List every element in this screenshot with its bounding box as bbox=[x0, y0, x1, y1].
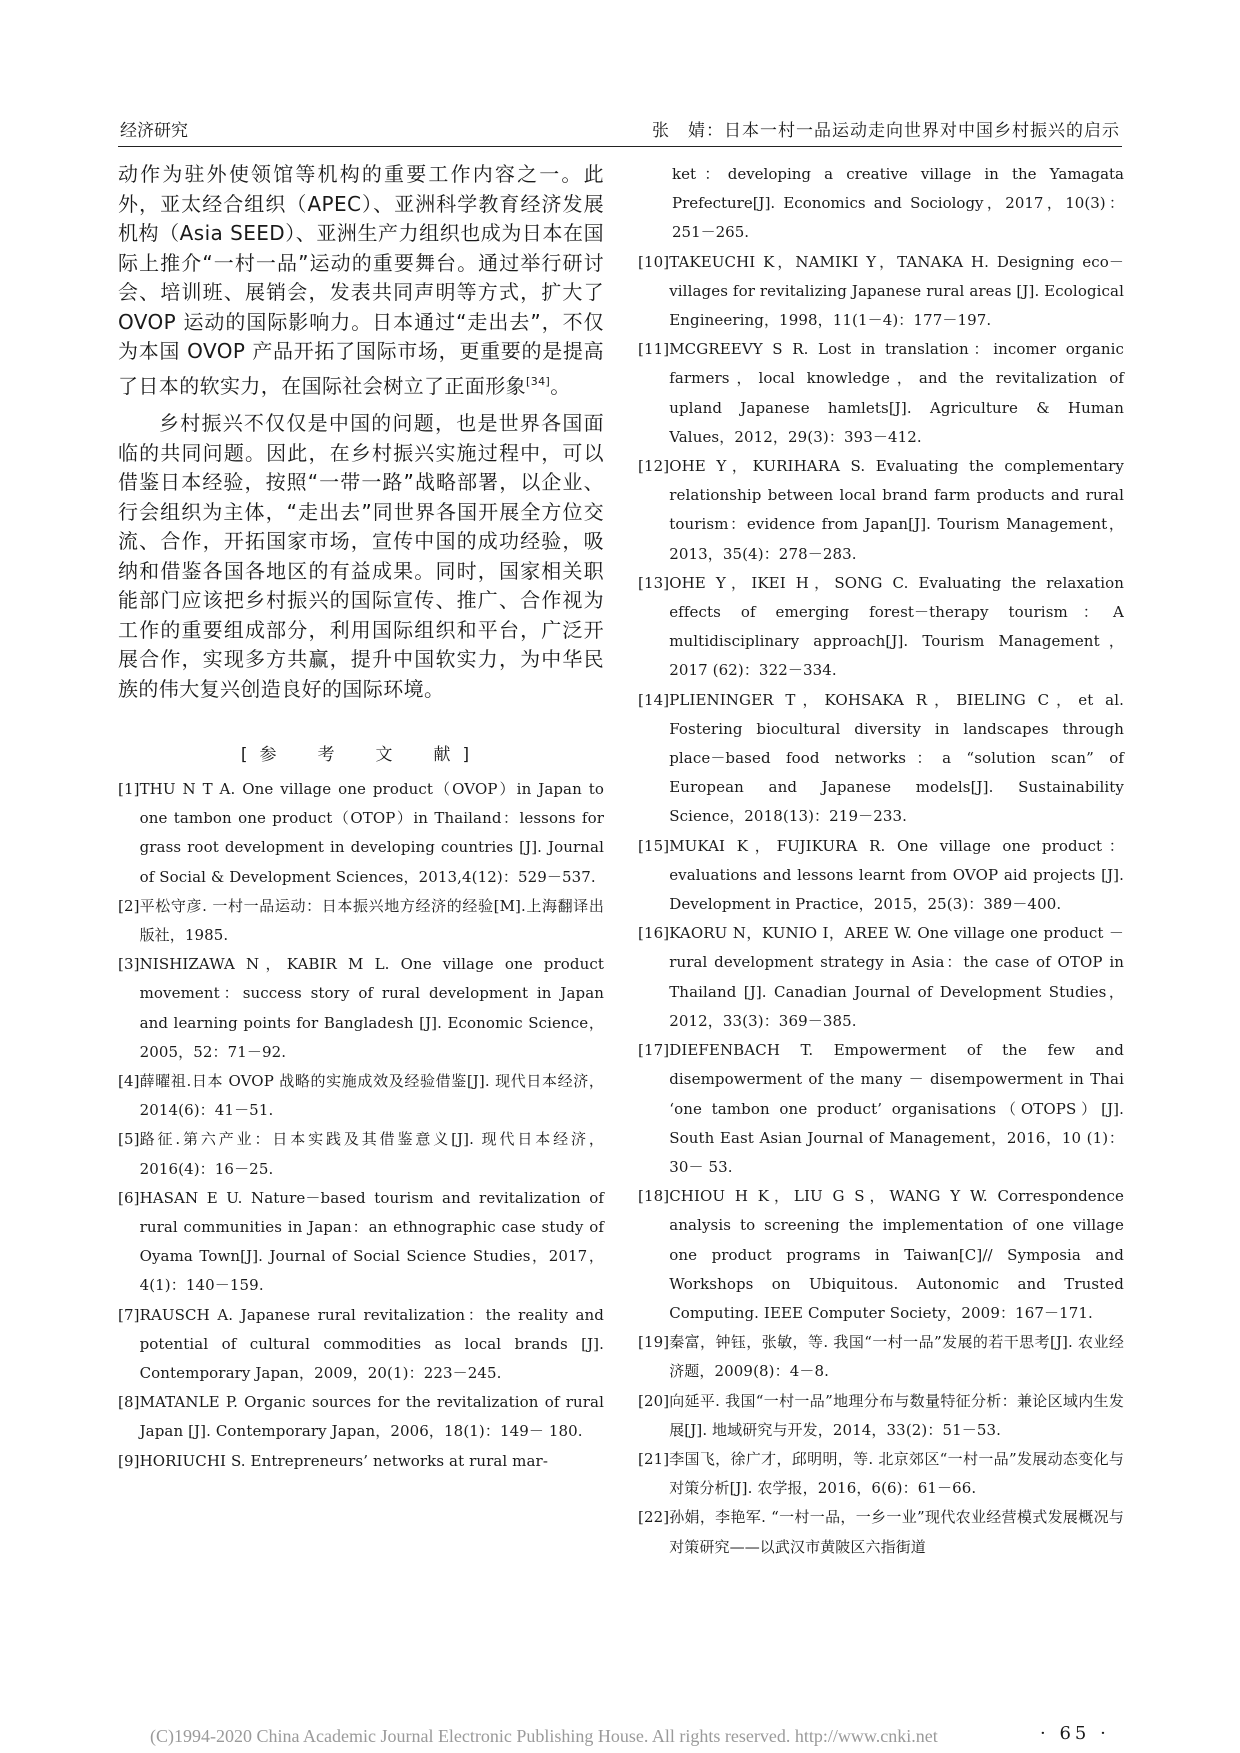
reference-item bbox=[118, 775, 604, 892]
reference-item bbox=[638, 569, 1124, 686]
body-paragraph-1: 动作为驻外使领馆等机构的重要工作内容之一。此外，亚太经合组织（APEC）、亚洲科学教育经济发展机构（Asia SEED）、亚洲生产力组织也成为日本在国际上推介“一村一品”运动的重要舞台。通过举行研讨会、培训班、展销会，发表共同声明等方式，扩大了 OVOP 运动的国际影响力。日本通过“走出去”，不仅为本国 OVOP 产品开拓了国际市场，更重要的是提高了日本的软实力，在国际社会树立了正面形象[34]。 bbox=[118, 162, 604, 398]
reference-item bbox=[638, 452, 1124, 569]
reference-number: [3] bbox=[118, 955, 140, 974]
reference-item bbox=[638, 1503, 1124, 1561]
reference-number: [1] bbox=[118, 780, 140, 798]
reference-text: RAUSCH A. Japanese rural revitalization：the reality and potential of cultural commodities as local brands [J]. Contemporary Japan，2009，20(1)：223－245. bbox=[139, 1305, 604, 1383]
right-column bbox=[638, 160, 1124, 1562]
journal-section: 经济研究 bbox=[120, 121, 188, 141]
copyright-notice: (C)1994-2020 China Academic Journal Electronic Publishing House. All rights reserved. http://www.cnki.net bbox=[150, 1726, 938, 1746]
references-heading: [参 考 文 献] bbox=[240, 745, 482, 765]
reference-number: [5] bbox=[118, 1130, 140, 1149]
reference-number: [7] bbox=[118, 1305, 140, 1324]
reference-text: KAORU N，KUNIO I，AREE W. One village one product － rural development strategy in Asia：the case of OTOP in Thailand [J]. Canadian Journal of Development Studies，2012，33(3)：369－385. bbox=[669, 924, 1124, 1030]
reference-number: [20] bbox=[638, 1391, 670, 1410]
reference-item bbox=[118, 1184, 604, 1301]
article-title-header: 张 婧：日本一村一品运动走向世界对中国乡村振兴的启示 bbox=[652, 121, 1120, 141]
reference-item bbox=[118, 1388, 604, 1446]
reference-text: NISHIZAWA N，KABIR M L. One village one product movement：success story of rural development in Japan and learning points for Bangladesh [J]. Economic Science，2005，52：71－92. bbox=[139, 955, 604, 1061]
running-header bbox=[118, 114, 1122, 147]
reference-text: 薛曜祖.日本 OVOP 战略的实施成效及经验借鉴[J]. 现代日本经济，2014(6)：41－51. bbox=[139, 1072, 604, 1120]
reference-item bbox=[638, 248, 1124, 336]
references-list-right bbox=[638, 248, 1124, 1562]
reference-item bbox=[638, 1036, 1124, 1182]
reference-text: OHE Y，KURIHARA S. Evaluating the complementary relationship between local brand farm products and rural tourism：evidence from Japan[J]. Tourism Management，2013，35(4)：278－283. bbox=[669, 457, 1124, 563]
reference-number: [4] bbox=[118, 1072, 140, 1091]
reference-number: [12] bbox=[638, 457, 670, 476]
citation-superscript: [34] bbox=[526, 374, 551, 388]
reference-number: [8] bbox=[118, 1393, 140, 1412]
reference-number: [10] bbox=[638, 252, 670, 271]
reference-number: [13] bbox=[638, 573, 670, 592]
references-list-left bbox=[118, 775, 604, 1476]
reference-number: [9] bbox=[118, 1451, 140, 1470]
reference-text: HASAN E U. Nature－based tourism and revitalization of rural communities in Japan：an ethnographic case study of Oyama Town[J]. Journal of Social Science Studies，2017，4(1)：140－159. bbox=[139, 1188, 604, 1295]
reference-number: [21] bbox=[638, 1449, 670, 1468]
reference-text: 路征.第六产业：日本实践及其借鉴意义[J]. 现代日本经济，2016(4)：16－25. bbox=[139, 1130, 604, 1178]
reference-9-continuation: ket：developing a creative village in the Yamagata Prefecture[J]. Economics and Sociology，2017，10(3)：251－265. bbox=[672, 165, 1124, 242]
reference-text: 平松守彦. 一村一品运动：日本振兴地方经济的经验[M].上海翻译出版社，1985. bbox=[139, 896, 604, 945]
reference-item bbox=[638, 832, 1124, 920]
reference-text: 孙娟，李艳军. “一村一品，一乡一业”现代农业经营模式发展概况与对策研究——以武汉市黄陂区六指街道 bbox=[669, 1508, 1124, 1556]
reference-item bbox=[638, 1182, 1124, 1328]
reference-text: CHIOU H K，LIU G S，WANG Y W. Correspondence analysis to screening the implementation of one village one product programs in Taiwan[C]// Symposia and Workshops on Ubiquitous. Autonomic and Trusted Computing. IEEE Computer Society，2009：167－171. bbox=[669, 1187, 1124, 1322]
reference-number: [15] bbox=[638, 836, 670, 855]
reference-text: HORIUCHI S. Entrepreneurs’ networks at rural mar- bbox=[139, 1451, 548, 1470]
reference-item bbox=[118, 950, 604, 1067]
reference-item bbox=[638, 686, 1124, 832]
reference-item bbox=[638, 1328, 1124, 1386]
reference-item bbox=[118, 1447, 604, 1476]
reference-text: MATANLE P. Organic sources for the revitalization of rural Japan [J]. Contemporary Japan，2006，18(1)：149－ 180. bbox=[139, 1393, 604, 1441]
reference-item bbox=[118, 1301, 604, 1389]
reference-text: TAKEUCHI K，NAMIKI Y，TANAKA H. Designing eco－ villages for revitalizing Japanese rural areas [J]. Ecological Engineering，1998，11(1－4)：177－197. bbox=[669, 252, 1124, 330]
reference-number: [2] bbox=[118, 896, 140, 915]
reference-number: [18] bbox=[638, 1187, 670, 1206]
reference-number: [6] bbox=[118, 1188, 140, 1207]
reference-item bbox=[118, 1067, 604, 1125]
reference-item bbox=[118, 1125, 604, 1183]
reference-text: 向延平. 我国“一村一品”地理分布与数量特征分析：兼论区域内生发展[J]. 地域研究与开发，2014，33(2)：51－53. bbox=[669, 1391, 1124, 1439]
reference-text: 李国飞，徐广才，邱明明，等. 北京郊区“一村一品”发展动态变化与对策分析[J]. 农学报，2016，6(6)：61－66. bbox=[669, 1449, 1124, 1498]
reference-number: [14] bbox=[638, 690, 670, 709]
body-paragraph-2: 乡村振兴不仅仅是中国的问题，也是世界各国面临的共同问题。因此，在乡村振兴实施过程中，可以借鉴日本经验，按照“一带一路”战略部署，以企业、行会组织为主体，“走出去”同世界各国开展全方位交流、合作，开拓国家市场，宣传中国的成功经验，吸纳和借鉴各国各地区的有益成果。同时，国家相关职能部门应该把乡村振兴的国际宣传、推广、合作视为工作的重要组成部分，利用国际组织和平台，广泛开展合作，实现多方共赢，提升中国软实力，为中华民族的伟大复兴创造良好的国际环境。 bbox=[118, 411, 604, 701]
reference-item bbox=[638, 335, 1124, 452]
reference-text: 秦富，钟钰，张敏，等. 我国“一村一品”发展的若干思考[J]. 农业经济题，2009(8)：4－8. bbox=[669, 1333, 1124, 1381]
reference-number: [17] bbox=[638, 1041, 670, 1060]
reference-text: DIEFENBACH T. Empowerment of the few and disempowerment of the many － disempowerment in Thai ‘one tambon one product’ organisations（OTOPS）[J]. South East Asian Journal of Management，2016，10 (1)：30－ 53. bbox=[669, 1041, 1124, 1176]
reference-text: THU N T A. One village one product（OVOP）in Japan to one tambon one product（OTOP）in Thailand：lessons for grass root development in developing countries [J]. Journal of Social & Development Sciences，2013,4(12)：529－537. bbox=[139, 780, 604, 886]
reference-text: PLIENINGER T，KOHSAKA R，BIELING C，et al. Fostering biocultural diversity in landscapes through place－based food networks：a “solution scan” of European and Japanese models[J]. Sustainability Science，2018(13)：219－233. bbox=[669, 690, 1124, 826]
reference-item bbox=[638, 919, 1124, 1036]
reference-number: [19] bbox=[638, 1333, 670, 1352]
left-column bbox=[118, 160, 604, 1476]
reference-number: [11] bbox=[638, 340, 670, 359]
reference-text: MCGREEVY S R. Lost in translation：incomer organic farmers，local knowledge，and the revitalization of upland Japanese hamlets[J]. Agriculture & Human Values，2012，29(3)：393－412. bbox=[669, 340, 1124, 446]
reference-item bbox=[638, 1387, 1124, 1445]
reference-item bbox=[118, 892, 604, 950]
reference-text: OHE Y，IKEI H，SONG C. Evaluating the relaxation effects of emerging forest－therapy tourism：A multidisciplinary approach[J]. Tourism Management，2017 (62)：322－334. bbox=[669, 573, 1124, 680]
reference-item bbox=[638, 1445, 1124, 1503]
reference-number: [16] bbox=[638, 924, 670, 943]
reference-number: [22] bbox=[638, 1508, 670, 1527]
reference-text: MUKAI K，FUJIKURA R. One village one product：evaluations and lessons learnt from OVOP aid projects [J]. Development in Practice，2015，25(3)：389－400. bbox=[669, 836, 1124, 914]
page-number: · 65 · bbox=[1040, 1723, 1110, 1744]
